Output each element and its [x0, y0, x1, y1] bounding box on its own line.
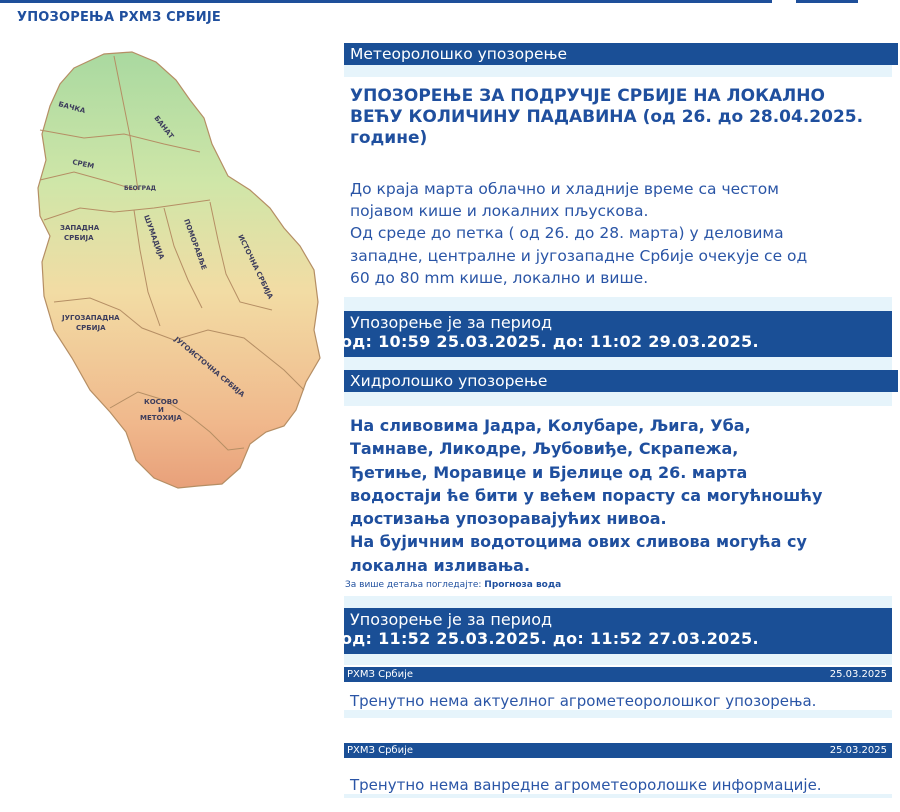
- map-label-zapadna-2: СРБИЈА: [64, 234, 94, 242]
- agro-info-date: 25.03.2025: [829, 745, 887, 756]
- more-details-prefix: За више детаља погледајте:: [345, 580, 482, 590]
- map-label-srem: СРЕМ: [71, 158, 95, 171]
- map-label-i: И: [158, 406, 164, 414]
- agro-source: РХМЗ Србије: [347, 669, 414, 680]
- hydro-body-line: локална изливања.: [350, 555, 531, 575]
- meteo-period-label: Упозорење је за период: [350, 313, 553, 332]
- hydro-body-line: На сливовима Јадра, Колубаре, Љига, Уба,: [350, 416, 751, 435]
- agro-warning-message-box: [344, 682, 892, 718]
- map-label-sumadija: ШУМАДИЈА: [142, 213, 166, 261]
- map-label-backa: БАЧКА: [57, 100, 87, 116]
- agro-info-strip: [344, 794, 892, 798]
- agro-date: 25.03.2025: [829, 669, 887, 680]
- meteo-warning-title: УПОЗОРЕЊЕ ЗА ПОДРУЧЈЕ СРБИЈЕ НА ЛОКАЛНО ВЕЋУ КОЛИЧИНУ ПАДАВИНА (од 26. до 28.04.2025. године): [350, 86, 864, 148]
- hydro-title-strip: [344, 392, 892, 406]
- meteo-body-line: До краја марта облачно и хладније време са честом: [350, 180, 779, 198]
- agro-warning-header: [344, 667, 892, 682]
- map-label-zapadna: ЗАПАДНА: [60, 224, 100, 232]
- agro-info-message-box: [344, 758, 892, 798]
- agro-warning-message: Тренутно нема актуелног агрометеоролошког упозорења.: [350, 692, 817, 710]
- serbia-regions-map[interactable]: [14, 40, 334, 510]
- water-forecast-link[interactable]: Прогноза вода: [484, 580, 562, 590]
- agro-info-message: Тренутно нема ванредне агрометеоролошке информације.: [350, 776, 822, 794]
- hydro-period-box: [341, 608, 892, 654]
- hydro-body-strip: [344, 596, 892, 608]
- agro-info-source: РХМЗ Србије: [347, 745, 414, 756]
- top-rule: [0, 0, 772, 3]
- meteo-title-strip: [344, 65, 892, 77]
- hydro-warning-body: [350, 414, 895, 577]
- meteo-section-title: Метеоролошко упозорење: [344, 43, 898, 65]
- map-label-istocna: ИСТОЧНА СРБИЈА: [236, 233, 275, 301]
- hydro-body-line: Ђетиње, Моравице и Бјелице од 26. марта: [350, 462, 748, 482]
- hydro-body-line: достизања упозоравајућих нивоа.: [350, 509, 667, 529]
- agro-info-header: [344, 743, 892, 758]
- meteo-warning-body: [350, 178, 890, 289]
- hydro-period-label: Упозорење је за период: [350, 610, 553, 629]
- meteo-body-line: појавом кише и локалних пљускова.: [350, 202, 649, 221]
- map-label-jugozapadna-2: СРБИЈА: [76, 324, 106, 332]
- hydro-period-strip: [344, 654, 892, 665]
- hydro-section-title: Хидролошко упозорење: [344, 370, 898, 392]
- meteo-body-strip: [344, 297, 892, 311]
- serbia-outline: [38, 52, 320, 488]
- agro-warning-strip: [344, 710, 892, 718]
- meteo-body-line: западне, централне и југозападне Србије очекује се од: [350, 246, 808, 265]
- hydro-body-line: Тамнаве, Ликодре, Љубовиђе, Скрапежа,: [350, 439, 739, 459]
- meteo-period-strip: [344, 357, 892, 370]
- hydro-period-value: од: 11:52 25.03.2025. до: 11:52 27.03.2025.: [341, 629, 759, 648]
- map-label-beograd: БЕОГРАД: [124, 185, 156, 192]
- hydro-body-line: водостаји ће бити у већем порасту са могућношћу: [350, 485, 823, 505]
- map-label-banat: БАНАТ: [152, 114, 176, 141]
- map-label-jugoistocna: ЈУГОИСТОЧНА СРБИЈА: [172, 335, 247, 399]
- map-label-jugozapadna: ЈУГОЗАПАДНА: [62, 314, 120, 322]
- meteo-body-line: Од среде до петка ( од 26. до 28. марта) у деловима: [350, 224, 784, 243]
- page-title: УПОЗОРЕЊА РХМЗ СРБИЈЕ: [17, 10, 221, 25]
- meteo-body-line: 60 до 80 mm кише, локално и више.: [350, 268, 649, 287]
- meteo-period-value: од: 10:59 25.03.2025. до: 11:02 29.03.2025.: [341, 332, 759, 351]
- map-label-metohija: МЕТОХИЈА: [140, 414, 182, 422]
- map-label-kosovo: КОСОВО: [144, 398, 179, 406]
- map-label-pomoravlje: ПОМОРАВЉЕ: [182, 217, 208, 271]
- hydro-body-line: На бујичним водотоцима ових сливова могућа су: [350, 532, 807, 552]
- meteo-period-box: [341, 311, 892, 357]
- top-rule-right: [796, 0, 858, 3]
- more-details: [345, 580, 561, 590]
